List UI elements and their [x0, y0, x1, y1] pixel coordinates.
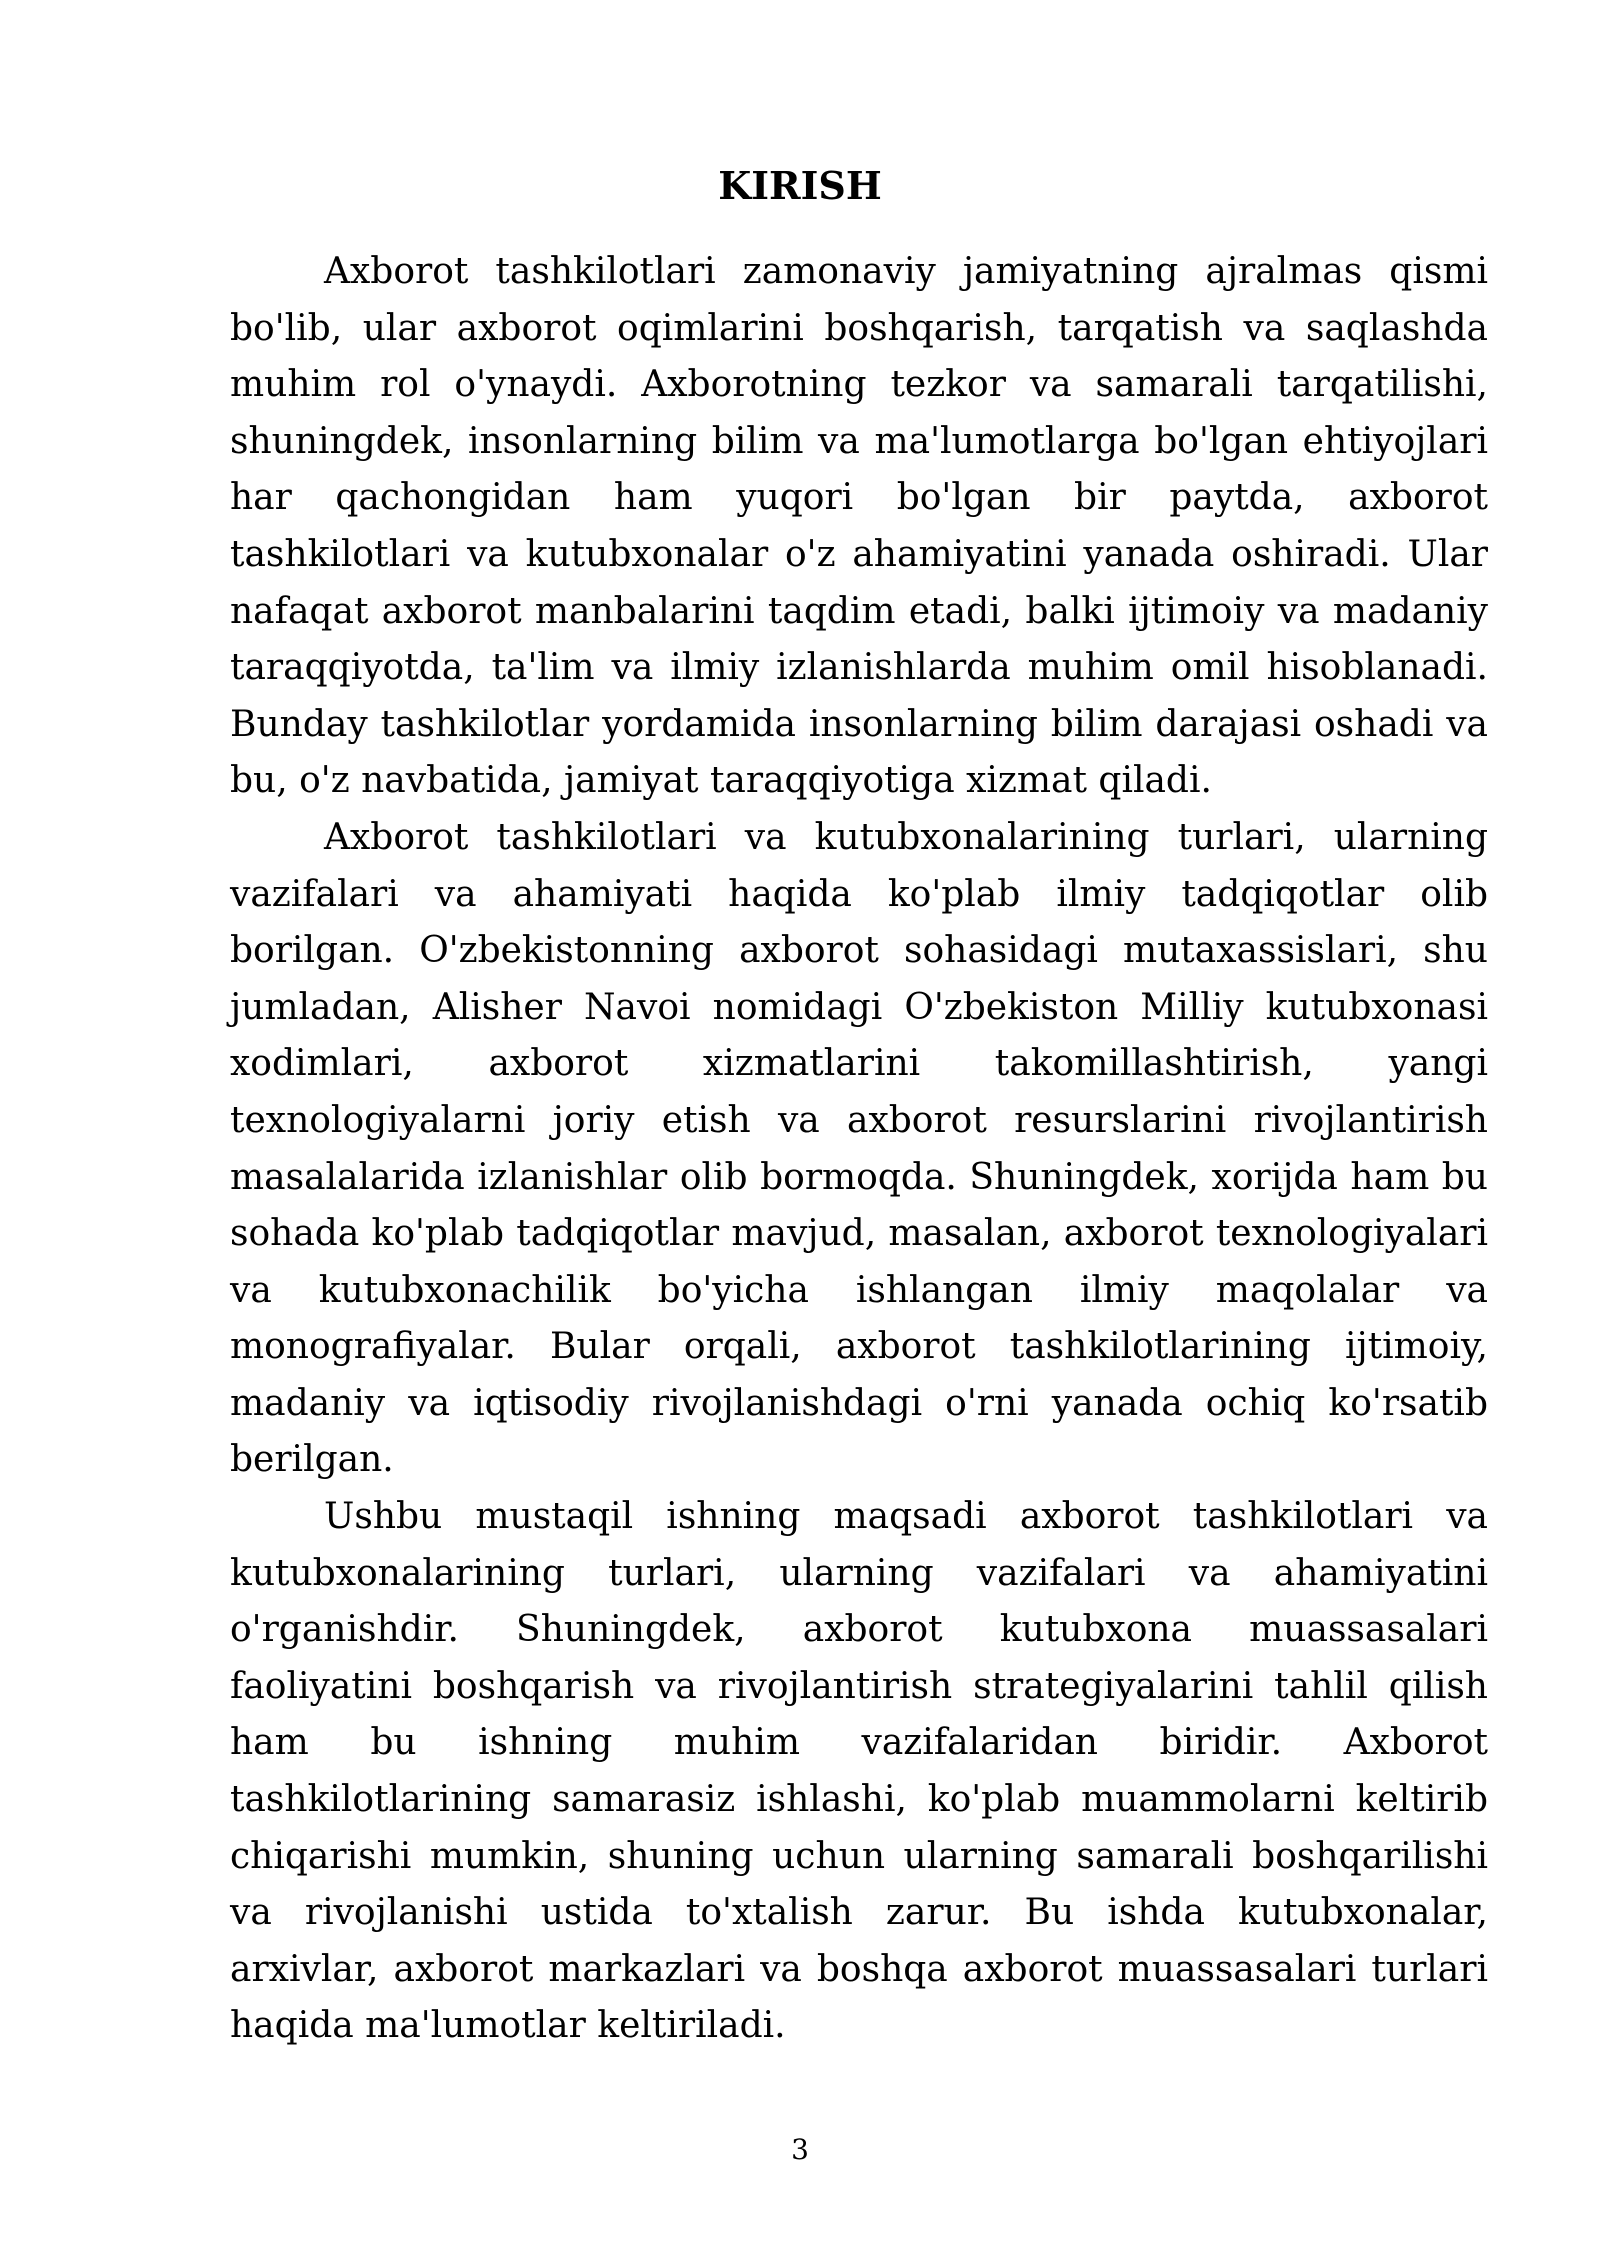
page-title: KIRISH: [718, 163, 882, 208]
paragraph-1: Axborot tashkilotlari zamonaviy jamiyatning ajralmas qismi bo'lib, ular axborot oqimlarini boshqarish, tarqatish va saqlashda muhim rol o'ynaydi. Axborotning tezkor va samarali tarqatilishi, shuningdek, insonlarning bilim va ma'lumotlarga bo'lgan ehtiyojlari har qachongidan ham yuqori bo'lgan bir paytda, axborot tashkilotlari va kutubxonalar o'z ahamiyatini yanada oshiradi. Ular nafaqat axborot manbalarini taqdim etadi, balki ijtimoiy va madaniy taraqqiyotda, ta'lim va ilmiy izlanishlarda muhim omil hisoblanadi. Bunday tashkilotlar yordamida insonlarning bilim darajasi oshadi va bu, o'z navbatida, jamiyat taraqqiyotiga xizmat qiladi.: [230, 251, 1488, 802]
page-number: 3: [791, 2133, 809, 2166]
paragraph-2: Axborot tashkilotlari va kutubxonalarining turlari, ularning vazifalari va ahamiyati haqida ko'plab ilmiy tadqiqotlar olib borilgan. O'zbekistonning axborot sohasidagi mutaxassislari, shu jumladan, Alisher Navoi nomidagi O'zbekiston Milliy kutubxonasi xodimlari, axborot xizmatlarini takomillashtirish, yangi texnologiyalarni joriy etish va axborot resurslarini rivojlantirish masalalarida izlanishlar olib bormoqda. Shuningdek, xorijda ham bu sohada ko'plab tadqiqotlar mavjud, masalan, axborot texnologiyalari va kutubxonachilik bo'yicha ishlangan ilmiy maqolalar va monografiyalar. Bular orqali, axborot tashkilotlarining ijtimoiy, madaniy va iqtisodiy rivojlanishdagi o'rni yanada ochiq ko'rsatib berilgan.: [230, 816, 1488, 1481]
paragraph-3: Ushbu mustaqil ishning maqsadi axborot tashkilotlari va kutubxonalarining turlari, ularning vazifalari va ahamiyatini o'rganishdir. Shuningdek, axborot kutubxona muassasalari faoliyatini boshqarish va rivojlantirish strategiyalarini tahlil qilish ham bu ishning muhim vazifalaridan biridir. Axborot tashkilotlarining samarasiz ishlashi, ko'plab muammolarni keltirib chiqarishi mumkin, shuning uchun ularning samarali boshqarilishi va rivojlanishi ustida to'xtalish zarur. Bu ishda kutubxonalar, arxivlar, axborot markazlari va boshqa axborot muassasalari turlari haqida ma'lumotlar keltiriladi.: [230, 1496, 1488, 2047]
body-text: [230, 244, 1488, 2055]
